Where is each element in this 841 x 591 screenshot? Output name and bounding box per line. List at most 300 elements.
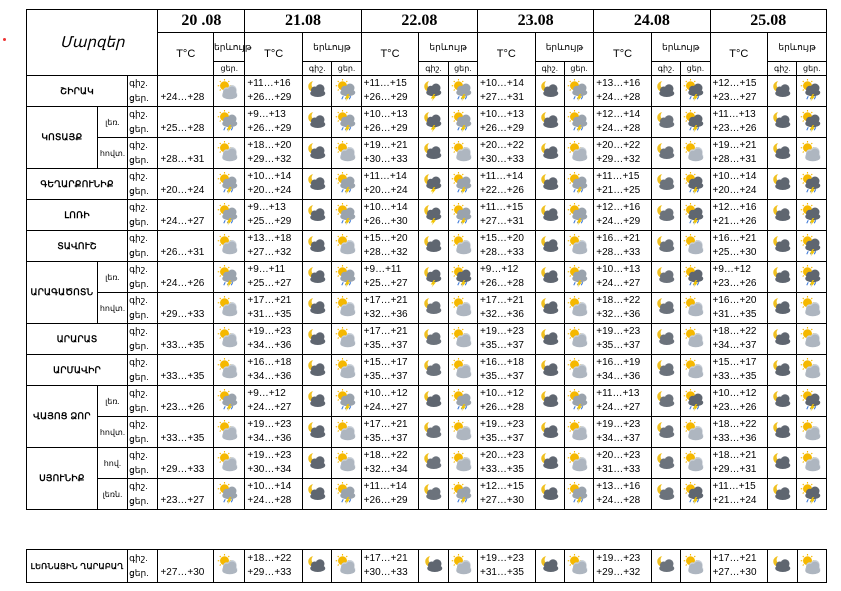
time-labels: [128, 231, 158, 262]
temp-cell: [158, 324, 214, 355]
temp-cell: [361, 107, 419, 138]
day-temp: +27…+32: [247, 247, 292, 258]
day-temp: +27…+30: [160, 567, 205, 578]
night-temp: +11…+15: [712, 481, 756, 492]
day-temp: +22…+26: [479, 185, 524, 196]
day-temp: +27…+31: [479, 92, 524, 103]
day-temp: +29…+31: [712, 464, 757, 475]
region-name: ՎԱՅՈՑ ՁՈՐ: [27, 386, 98, 448]
temp-cell: [245, 479, 303, 510]
day-temp: +26…+29: [479, 123, 524, 134]
sun-cloud-icon: [564, 324, 593, 355]
day-temp: +23…+26: [712, 278, 757, 289]
red-dot-marker: [3, 38, 6, 41]
sun-rain-icon: [214, 169, 245, 200]
moon-cloud-icon: [768, 231, 797, 262]
temp-cell: [594, 138, 652, 169]
moon-cloud-icon: [535, 231, 564, 262]
day-temp: +28…+31: [712, 154, 757, 165]
night-temp: +11…+14: [363, 171, 407, 182]
moon-cloud-icon: [303, 138, 332, 169]
moon-cloud-icon: [535, 76, 564, 107]
temp-header: T°C: [594, 33, 652, 76]
temp-cell: [158, 231, 214, 262]
sun-rain-icon: [214, 262, 245, 293]
temp-cell: [361, 479, 419, 510]
storm-icon: [681, 386, 710, 417]
moon-cloud-icon: [303, 169, 332, 200]
temp-cell: [594, 386, 652, 417]
night-temp: +15…+20: [363, 233, 408, 244]
temp-cell: [158, 200, 214, 231]
day-temp: +26…+29: [247, 92, 292, 103]
day-temp: +33…+35: [160, 340, 205, 351]
sun-cloud-icon: [214, 550, 245, 583]
sun-cloud-icon: [681, 448, 710, 479]
moon-cloud-icon: [419, 550, 448, 583]
cloud-icon: [419, 324, 448, 355]
day-temp: +24…+27: [247, 402, 292, 413]
temp-cell: [361, 448, 419, 479]
moon-cloud-icon: [768, 386, 797, 417]
time-labels: [128, 293, 158, 324]
night-temp: +13…+16: [596, 481, 641, 492]
subregion-label: հովտ.: [97, 293, 127, 324]
temp-cell: [594, 169, 652, 200]
night-col-header: գիշ.: [419, 62, 448, 76]
night-label: գիշ.: [129, 388, 148, 398]
moon-cloud-icon: [303, 200, 332, 231]
day-label: ցեր.: [129, 186, 149, 196]
temp-header: T°C: [477, 33, 535, 76]
subregion-label: հով.: [97, 448, 127, 479]
cloud-icon: [419, 417, 448, 448]
temp-cell: [710, 231, 768, 262]
night-temp: +11…+15: [479, 202, 524, 213]
temp-cell: [361, 417, 419, 448]
moon-cloud-icon: [535, 169, 564, 200]
temp-cell: [245, 200, 303, 231]
night-label: գիշ.: [129, 78, 148, 88]
sun-rain-icon: [564, 169, 593, 200]
temp-header: T°C: [158, 33, 214, 76]
moon-cloud-icon: [303, 417, 332, 448]
time-labels: [128, 262, 158, 293]
moon-cloud-icon: [768, 550, 797, 583]
sun-rain-icon: [332, 107, 361, 138]
night-temp: +9…+13: [247, 109, 286, 120]
day-temp: +30…+33: [479, 154, 524, 165]
sun-cloud-icon: [564, 355, 593, 386]
storm-icon: [681, 262, 710, 293]
sun-cloud-icon: [564, 417, 593, 448]
moon-cloud-icon: [303, 448, 332, 479]
moon-cloud-icon: [535, 138, 564, 169]
time-labels: [128, 386, 158, 417]
moon-cloud-icon: [768, 417, 797, 448]
temp-cell: [710, 138, 768, 169]
night-temp: +10…+12: [712, 388, 757, 399]
night-temp: +9…+12: [712, 264, 751, 275]
temp-cell: [361, 550, 419, 583]
cloud-icon: [651, 479, 680, 510]
temp-cell: [477, 262, 535, 293]
night-temp: +12…+16: [596, 202, 641, 213]
storm-icon: [797, 169, 827, 200]
temp-cell: [158, 138, 214, 169]
sun-cloud-icon: [214, 448, 245, 479]
sun-rain-icon: [214, 386, 245, 417]
night-temp: +10…+13: [363, 109, 408, 120]
night-temp: +10…+13: [596, 264, 641, 275]
day-temp: +26…+29: [363, 123, 408, 134]
moon-cloud-icon: [535, 386, 564, 417]
day-temp: +32…+34: [363, 464, 408, 475]
moon-cloud-icon: [768, 355, 797, 386]
temp-cell: [477, 324, 535, 355]
temp-header: T°C: [245, 33, 303, 76]
cloud-icon: [651, 107, 680, 138]
sun-cloud-icon: [448, 231, 477, 262]
night-temp: +20…+23: [596, 450, 641, 461]
temp-cell: [710, 107, 768, 138]
temp-cell: [594, 324, 652, 355]
day-temp: +26…+28: [479, 278, 524, 289]
sun-rain-icon: [332, 200, 361, 231]
night-label: գիշ.: [129, 264, 148, 274]
temp-cell: [477, 138, 535, 169]
moon-cloud-icon: [768, 262, 797, 293]
day-temp: +21…+24: [712, 495, 757, 506]
night-col-header: գիշ.: [651, 62, 680, 76]
night-label: գիշ.: [129, 326, 148, 336]
storm-icon: [681, 200, 710, 231]
sun-rain-icon: [448, 479, 477, 510]
sun-cloud-icon: [797, 448, 827, 479]
moon-cloud-icon: [535, 550, 564, 583]
night-temp: +10…+14: [247, 481, 292, 492]
night-temp: +10…+14: [712, 171, 757, 182]
weather-header: երևույթ: [214, 33, 245, 62]
temp-cell: [594, 550, 652, 583]
day-label: ցեր.: [129, 496, 149, 506]
day-label: ցեր.: [129, 124, 149, 134]
day-temp: +28…+33: [479, 247, 524, 258]
temp-cell: [361, 231, 419, 262]
night-temp: +19…+23: [479, 419, 524, 430]
temp-cell: [361, 386, 419, 417]
temp-cell: [245, 169, 303, 200]
sun-cloud-icon: [214, 76, 245, 107]
weather-header: երևույթ: [535, 33, 594, 62]
moon-cloud-icon: [535, 448, 564, 479]
moon-cloud-icon: [303, 479, 332, 510]
region-name: ԼԵՌՆԱՅԻՆ ՂԱՐԱԲԱՂ: [27, 550, 128, 583]
night-temp: +10…+12: [479, 388, 524, 399]
temp-cell: [594, 355, 652, 386]
region-name: ԱՐՄԱՎԻՐ: [27, 355, 128, 386]
moon-cloud-icon: [768, 107, 797, 138]
sun-cloud-icon: [797, 417, 827, 448]
night-temp: +9…+12: [247, 388, 286, 399]
night-temp: +11…+13: [712, 109, 756, 120]
sun-cloud-icon: [681, 324, 710, 355]
night-temp: +16…+20: [712, 295, 757, 306]
temp-cell: [158, 107, 214, 138]
day-temp: +23…+26: [712, 123, 757, 134]
temp-cell: [245, 262, 303, 293]
temp-header: T°C: [710, 33, 768, 76]
temp-cell: [477, 448, 535, 479]
temp-cell: [361, 324, 419, 355]
moon-storm-icon: [419, 107, 448, 138]
night-temp: +12…+15: [479, 481, 524, 492]
night-temp: +10…+14: [247, 171, 292, 182]
day-col-header: ցեր.: [448, 62, 477, 76]
subregion-label: հովտ.: [97, 138, 127, 169]
cloud-icon: [651, 231, 680, 262]
temp-cell: [361, 200, 419, 231]
temp-cell: [158, 262, 214, 293]
day-temp: +32…+36: [479, 309, 524, 320]
sun-cloud-icon: [797, 293, 827, 324]
karabakh-forecast-table: [26, 549, 827, 583]
sun-cloud-icon: [448, 550, 477, 583]
sun-cloud-icon: [564, 448, 593, 479]
temp-cell: [245, 355, 303, 386]
subregion-label: լեռ.: [97, 107, 127, 138]
day-temp: +35…+37: [596, 340, 641, 351]
moon-cloud-icon: [535, 355, 564, 386]
sun-cloud-icon: [332, 448, 361, 479]
day-temp: +34…+37: [712, 340, 757, 351]
moon-cloud-icon: [768, 138, 797, 169]
cloud-icon: [651, 417, 680, 448]
day-temp: +30…+34: [247, 464, 292, 475]
day-temp: +34…+36: [247, 433, 292, 444]
sun-cloud-icon: [681, 355, 710, 386]
sun-cloud-icon: [332, 324, 361, 355]
moon-cloud-icon: [303, 76, 332, 107]
temp-cell: [594, 293, 652, 324]
night-temp: +15…+20: [479, 233, 524, 244]
sun-rain-icon: [332, 169, 361, 200]
moon-cloud-icon: [768, 169, 797, 200]
day-temp: +31…+33: [596, 464, 641, 475]
day-temp: +20…+24: [160, 185, 205, 196]
day-temp: +35…+37: [479, 371, 524, 382]
day-temp: +30…+33: [363, 154, 408, 165]
cloud-icon: [651, 386, 680, 417]
temp-cell: [245, 231, 303, 262]
night-temp: +16…+18: [247, 357, 292, 368]
moon-cloud-icon: [303, 293, 332, 324]
day-temp: +32…+36: [596, 309, 641, 320]
temp-cell: [158, 550, 214, 583]
day-temp: +26…+29: [247, 123, 292, 134]
weather-header: երևույթ: [303, 33, 362, 62]
temp-cell: [477, 76, 535, 107]
storm-icon: [797, 262, 827, 293]
sun-rain-icon: [448, 169, 477, 200]
day-label: ցեր.: [129, 217, 149, 227]
moon-storm-icon: [419, 169, 448, 200]
day-label: ցեր.: [129, 403, 149, 413]
moon-cloud-icon: [768, 293, 797, 324]
region-name: ԱՐԱԳԱԾՈՏՆ: [27, 262, 98, 324]
storm-icon: [448, 262, 477, 293]
temp-cell: [477, 231, 535, 262]
night-label: գիշ.: [129, 481, 148, 491]
temp-cell: [361, 76, 419, 107]
day-temp: +25…+29: [247, 216, 292, 227]
moon-cloud-icon: [303, 324, 332, 355]
sun-cloud-icon: [564, 231, 593, 262]
day-label: ցեր.: [129, 372, 149, 382]
time-labels: [128, 324, 158, 355]
subregion-label: լեռ.: [97, 386, 127, 417]
temp-cell: [594, 448, 652, 479]
temp-cell: [361, 355, 419, 386]
day-temp: +27…+30: [479, 495, 524, 506]
night-temp: +20…+22: [479, 140, 524, 151]
region-name: ԼՈՌԻ: [27, 200, 128, 231]
night-temp: +10…+13: [479, 109, 524, 120]
day-temp: +29…+32: [596, 567, 641, 578]
cloud-icon: [651, 324, 680, 355]
night-temp: +15…+17: [712, 357, 757, 368]
temp-cell: [594, 231, 652, 262]
night-temp: +17…+21: [363, 326, 408, 337]
night-col-header: գիշ.: [535, 62, 564, 76]
day-temp: +24…+28: [247, 495, 292, 506]
night-temp: +16…+19: [596, 357, 641, 368]
cloud-icon: [651, 169, 680, 200]
day-temp: +24…+27: [596, 402, 641, 413]
night-temp: +11…+14: [479, 171, 524, 182]
night-temp: +16…+18: [479, 357, 524, 368]
sun-cloud-icon: [681, 231, 710, 262]
night-temp: +12…+16: [712, 202, 757, 213]
sun-cloud-icon: [332, 138, 361, 169]
regions-header: Մարզեր: [27, 10, 158, 76]
sun-cloud-icon: [332, 355, 361, 386]
storm-icon: [681, 76, 710, 107]
temp-cell: [158, 479, 214, 510]
day-temp: +26…+28: [479, 402, 524, 413]
temp-cell: [594, 417, 652, 448]
sun-cloud-icon: [564, 550, 593, 583]
sun-rain-icon: [564, 200, 593, 231]
moon-cloud-icon: [303, 231, 332, 262]
day-temp: +26…+29: [363, 92, 408, 103]
night-temp: +19…+21: [712, 140, 757, 151]
day-temp: +24…+27: [160, 216, 205, 227]
sun-cloud-icon: [214, 293, 245, 324]
time-labels: [128, 448, 158, 479]
night-temp: +19…+21: [363, 140, 408, 151]
weather-header: երևույթ: [651, 33, 710, 62]
moon-cloud-icon: [419, 138, 448, 169]
temp-cell: [361, 262, 419, 293]
time-labels: [128, 107, 158, 138]
temp-cell: [710, 262, 768, 293]
moon-cloud-icon: [303, 386, 332, 417]
night-temp: +15…+17: [363, 357, 408, 368]
time-labels: [128, 76, 158, 107]
night-temp: +19…+23: [596, 553, 641, 564]
moon-storm-icon: [419, 76, 448, 107]
storm-icon: [681, 169, 710, 200]
moon-cloud-icon: [303, 550, 332, 583]
temp-cell: [158, 76, 214, 107]
time-labels: [128, 355, 158, 386]
day-temp: +21…+25: [596, 185, 641, 196]
temp-cell: [710, 448, 768, 479]
night-temp: +17…+21: [363, 419, 408, 430]
day-label: ցեր.: [129, 465, 149, 475]
sun-rain-icon: [214, 479, 245, 510]
time-labels: [128, 417, 158, 448]
night-temp: +19…+23: [596, 419, 641, 430]
sun-cloud-icon: [564, 138, 593, 169]
sun-cloud-icon: [681, 138, 710, 169]
day-temp: +29…+33: [160, 464, 205, 475]
day-temp: +25…+30: [712, 247, 757, 258]
temp-cell: [594, 107, 652, 138]
sun-rain-icon: [564, 386, 593, 417]
day-temp: +24…+29: [596, 216, 641, 227]
night-temp: +20…+22: [596, 140, 641, 151]
cloud-icon: [651, 262, 680, 293]
sun-rain-icon: [332, 386, 361, 417]
day-temp: +32…+36: [363, 309, 408, 320]
night-temp: +19…+23: [247, 326, 292, 337]
sun-cloud-icon: [332, 293, 361, 324]
temp-cell: [158, 169, 214, 200]
temp-cell: [245, 324, 303, 355]
date-header: 23.08: [477, 10, 593, 33]
sun-cloud-icon: [564, 293, 593, 324]
sun-rain-icon: [564, 262, 593, 293]
temp-cell: [710, 324, 768, 355]
day-temp: +35…+37: [479, 433, 524, 444]
moon-cloud-icon: [419, 231, 448, 262]
temp-cell: [245, 386, 303, 417]
night-temp: +10…+14: [363, 202, 408, 213]
moon-cloud-icon: [768, 76, 797, 107]
temp-cell: [158, 417, 214, 448]
day-temp: +24…+27: [363, 402, 408, 413]
day-temp: +23…+27: [712, 92, 757, 103]
temp-cell: [245, 293, 303, 324]
temp-cell: [361, 138, 419, 169]
sun-cloud-icon: [797, 355, 827, 386]
cloud-icon: [651, 138, 680, 169]
day-temp: +26…+31: [160, 247, 205, 258]
temp-cell: [477, 479, 535, 510]
cloud-icon: [651, 448, 680, 479]
sun-rain-icon: [332, 76, 361, 107]
day-label: ցեր.: [129, 341, 149, 351]
day-temp: +30…+33: [363, 567, 408, 578]
sun-cloud-icon: [332, 417, 361, 448]
moon-cloud-icon: [303, 262, 332, 293]
night-label: գիշ.: [129, 140, 148, 150]
day-label: ցեր.: [129, 279, 149, 289]
storm-icon: [797, 479, 827, 510]
night-temp: +16…+21: [596, 233, 641, 244]
